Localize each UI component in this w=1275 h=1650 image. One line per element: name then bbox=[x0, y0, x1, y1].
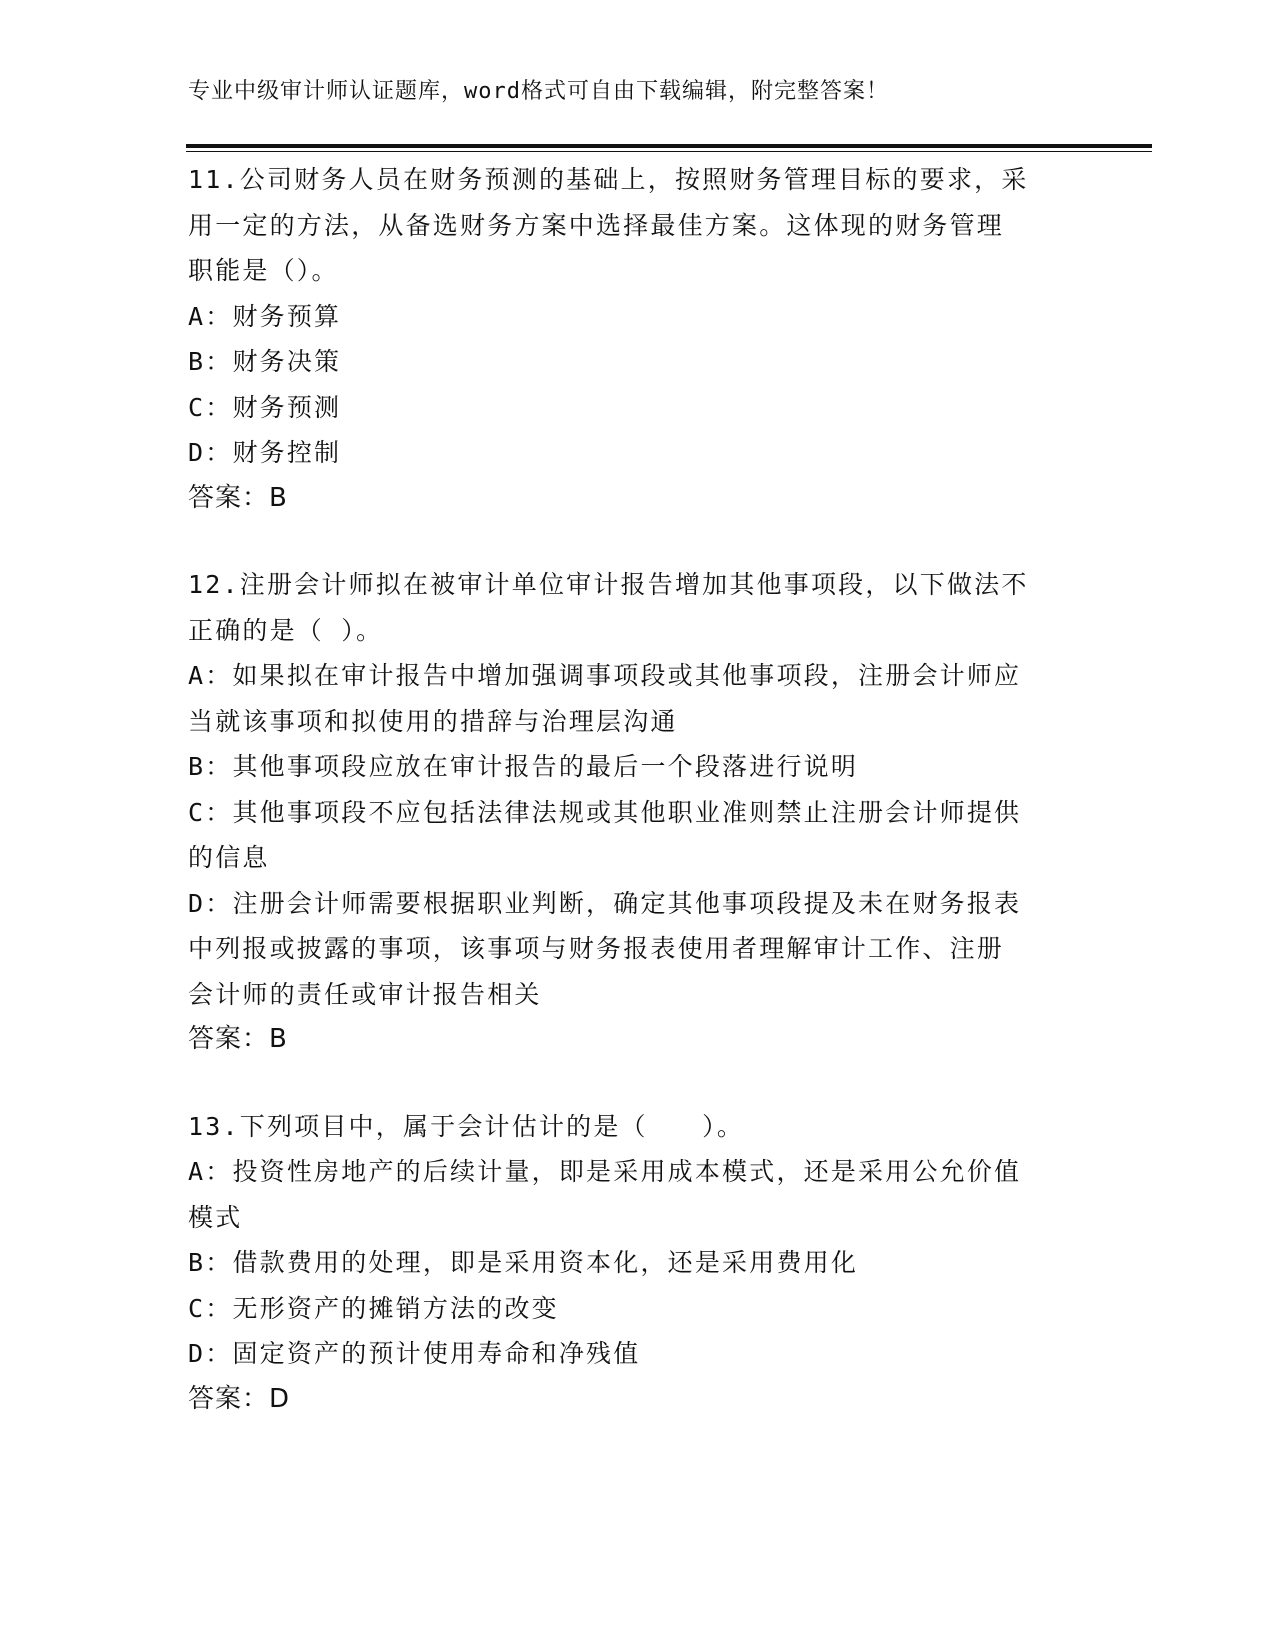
question-block bbox=[188, 1104, 1088, 1423]
option-d-continued: 会计师的责任或审计报告相关 bbox=[188, 979, 542, 1009]
option-d: D：注册会计师需要根据职业判断，确定其他事项段提及未在财务报表 bbox=[188, 888, 1022, 918]
question-stem-line: 正确的是（ ）。 bbox=[188, 615, 384, 645]
header-divider-thin bbox=[186, 151, 1152, 152]
option-a: A：如果拟在审计报告中增加强调事项段或其他事项段，注册会计师应 bbox=[188, 661, 1022, 690]
question-gap bbox=[188, 1063, 1088, 1104]
question-stem-line: 11.公司财务人员在财务预测的基础上，按照财务管理目标的要求，采 bbox=[188, 165, 1029, 194]
option-c-continued: 的信息 bbox=[188, 843, 270, 872]
page-header: 专业中级审计师认证题库，word格式可自由下载编辑，附完整答案！ bbox=[188, 79, 889, 104]
option-a-continued: 当就该事项和拟使用的措辞与治理层沟通 bbox=[188, 706, 678, 736]
question-stem-line: 13.下列项目中，属于会计估计的是（ ）。 bbox=[188, 1111, 745, 1141]
question-stem-line: 12.注册会计师拟在被审计单位审计报告增加其他事项段，以下做法不 bbox=[188, 570, 1029, 599]
option-c: C：财务预测 bbox=[188, 392, 342, 422]
answer-label: 答案：B bbox=[188, 482, 288, 513]
answer-label: 答案：B bbox=[188, 1024, 288, 1054]
option-a: A：财务预算 bbox=[188, 301, 342, 331]
option-b: B：财务决策 bbox=[188, 347, 342, 376]
header-divider-thick bbox=[186, 144, 1152, 148]
option-d: D：固定资产的预计使用寿命和净残值 bbox=[188, 1339, 641, 1368]
answer-label: 答案：D bbox=[188, 1383, 291, 1414]
option-d: D：财务控制 bbox=[188, 438, 342, 467]
question-block bbox=[188, 157, 1088, 521]
question-block bbox=[188, 562, 1088, 1063]
option-a-continued: 模式 bbox=[188, 1202, 243, 1232]
option-b: B：借款费用的处理，即是采用资本化，还是采用费用化 bbox=[188, 1248, 859, 1277]
option-a: A：投资性房地产的后续计量，即是采用成本模式，还是采用公允价值 bbox=[188, 1157, 1022, 1186]
option-b: B：其他事项段应放在审计报告的最后一个段落进行说明 bbox=[188, 752, 859, 781]
question-list bbox=[188, 157, 1088, 1422]
question-stem-line: 用一定的方法，从备选财务方案中选择最佳方案。这体现的财务管理 bbox=[188, 210, 1005, 240]
option-c: C：无形资产的摊销方法的改变 bbox=[188, 1293, 559, 1323]
option-d-continued: 中列报或披露的事项，该事项与财务报表使用者理解审计工作、注册 bbox=[188, 934, 1005, 963]
option-c: C：其他事项段不应包括法律法规或其他职业准则禁止注册会计师提供 bbox=[188, 797, 1022, 827]
question-gap bbox=[188, 521, 1088, 562]
question-stem-line: 职能是（）。 bbox=[188, 256, 339, 285]
